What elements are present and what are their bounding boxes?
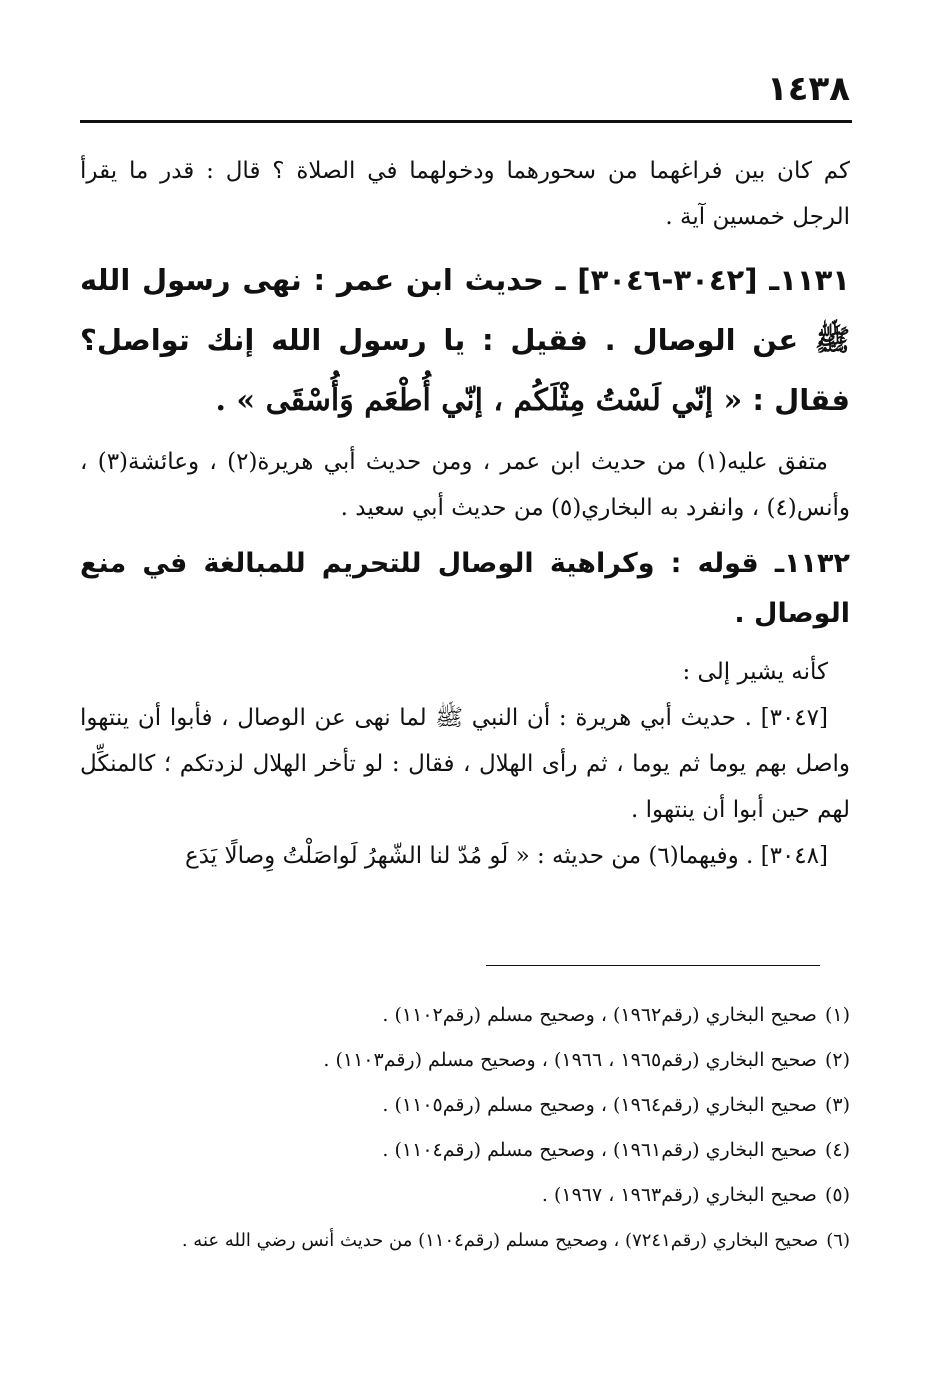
- heading-1132: ١١٣٢ـ قوله : وكراهية الوصال للتحريم للمبالغة في منع الوصال .: [80, 548, 850, 629]
- footnote-number: (١): [824, 1004, 850, 1026]
- footnote-5: [70, 1173, 850, 1218]
- hadith-1131-text: ١١٣١ـ [٣٠٤٢-٣٠٤٦] ـ حديث ابن عمر : نهى رسول الله ﷺ عن الوصال . فقيل : يا رسول الله إنك تواصل؟ فقال :: [80, 263, 850, 417]
- footnote-number: (٢): [824, 1049, 850, 1071]
- footnotes: [70, 993, 850, 1263]
- footnote-text: صحيح البخاري (رقم٧٢٤١) ، وصحيح مسلم (رقم١١٠٤) من حديث أنس رضي الله عنه .: [181, 1230, 819, 1251]
- footnote-text: صحيح البخاري (رقم١٩٦٢) ، وصحيح مسلم (رقم١١٠٢) .: [382, 1004, 817, 1026]
- page-number: ١٤٣٨: [766, 69, 850, 109]
- footnote-number: (٦): [826, 1230, 850, 1251]
- footnote-number: (٤): [824, 1139, 850, 1161]
- takhrij-1131: متفق عليه(١) من حديث ابن عمر ، ومن حديث أبي هريرة(٢) ، وعائشة(٣) ، وأنس(٤) ، وانفرد به البخاري(٥) من حديث أبي سعيد .: [80, 449, 850, 521]
- intro-1132: كأنه يشير إلى :: [682, 659, 828, 685]
- main-text: [80, 148, 850, 879]
- footnote-2: [70, 1038, 850, 1083]
- footnote-text: صحيح البخاري (رقم١٩٦٥ ، ١٩٦٦) ، وصحيح مسلم (رقم١١٠٣) .: [323, 1049, 817, 1071]
- paragraph-3048: [٣٠٤٨] . وفيهما(٦) من حديثه : « لَو مُدّ لنا الشّهرُ لَواصَلْتُ وِصالًا يَدَع: [184, 843, 828, 869]
- footnote-number: (٣): [824, 1094, 850, 1116]
- hadith-1131-heading: [80, 250, 850, 431]
- footnote-separator: [486, 965, 820, 966]
- footnote-number: (٥): [824, 1184, 850, 1206]
- footnote-4: [70, 1128, 850, 1173]
- opening-paragraph: كم كان بين فراغهما من سحورهما ودخولهما في الصلاة ؟ قال : قدر ما يقرأ الرجل خمسين آية .: [80, 158, 850, 230]
- footnote-3: [70, 1083, 850, 1128]
- footnote-6: [70, 1218, 850, 1263]
- header-rule: [80, 120, 852, 123]
- hadith-1131-quote: « إنّي لَسْتُ مِثْلَكُم ، إنّي أُطْعَم وَأُسْقَى » .: [215, 383, 743, 418]
- paragraph-3047: [٣٠٤٧] . حديث أبي هريرة : أن النبي ﷺ لما نهى عن الوصال ، فأبوا أن ينتهوا واصل بهم يوما ثم يوما ، ثم رأى الهلال ، فقال : لو تأخر الهلال لزدتكم ؛ كالمنكِّل لهم حين أبوا أن ينتهوا .: [80, 705, 850, 823]
- footnote-text: صحيح البخاري (رقم١٩٦١) ، وصحيح مسلم (رقم١١٠٤) .: [382, 1139, 817, 1161]
- footnote-1: [70, 993, 850, 1038]
- footnote-text: صحيح البخاري (رقم١٩٦٣ ، ١٩٦٧) .: [541, 1184, 817, 1206]
- footnote-text: صحيح البخاري (رقم١٩٦٤) ، وصحيح مسلم (رقم١١٠٥) .: [382, 1094, 817, 1116]
